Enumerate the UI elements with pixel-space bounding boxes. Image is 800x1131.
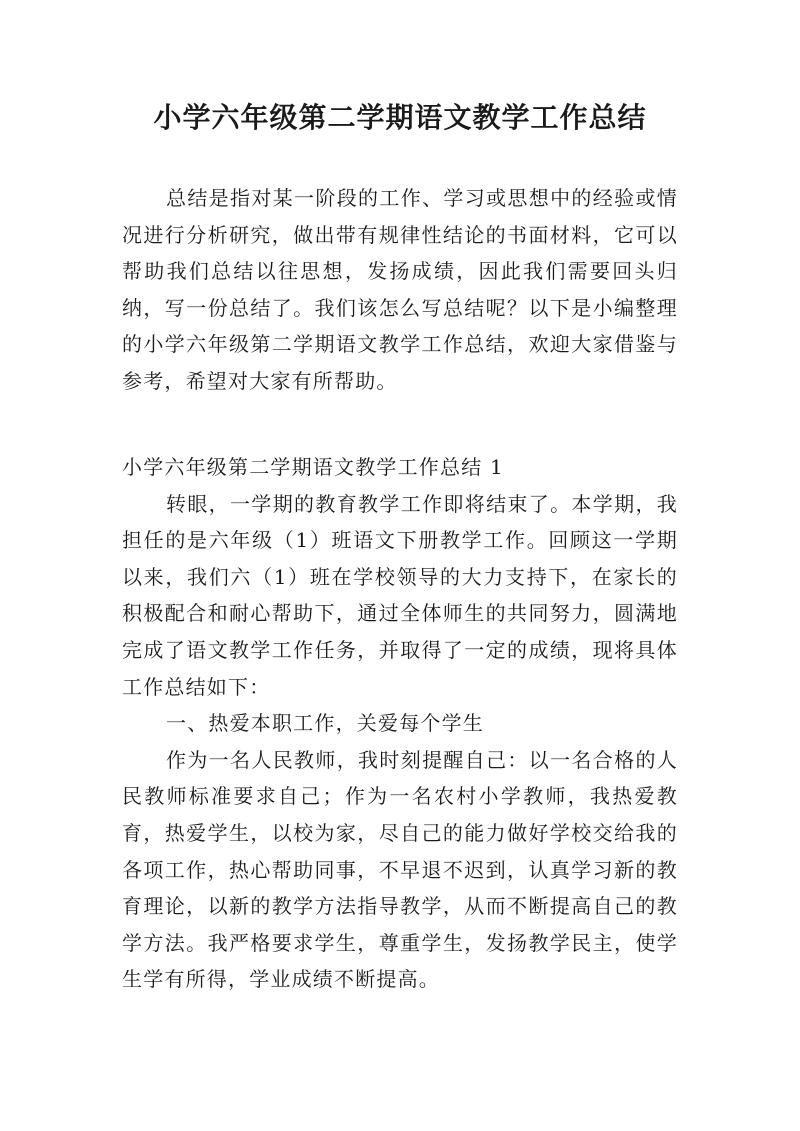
subheading: 一、热爱本职工作，关爱每个学生 xyxy=(166,711,484,736)
intro-block xyxy=(122,180,678,400)
body-paragraph: 转眼，一学期的教育教学工作即将结束了。本学期，我担任的是六年级（1）班语文下册教学工作。回顾这一学期以来，我们六（1）班在学校领导的大力支持下，在家长的积极配合和耐心帮助下，通过全体师生的共同努力，圆满地完成了语文教学工作任务，并取得了一定的成绩，现将具体工作总结如下： xyxy=(122,491,678,699)
section-title: 小学六年级第二学期语文教学工作总结 1 xyxy=(122,455,504,479)
body-paragraph: 作为一名人民教师，我时刻提醒自己：以一名合格的人民教师标准要求自己；作为一名农村小学教师，我热爱教育，热爱学生，以校为家，尽自己的能力做好学校交给我的各项工作，热心帮助同事，不早退不迟到，认真学习新的教育理论，以新的教学方法指导教学，从而不断提高自己的教学方法。我严格要求学生，尊重学生，发扬教学民主，使学生学有所得，学业成绩不断提高。 xyxy=(122,747,678,992)
document-title: 小学六年级第二学期语文教学工作总结 xyxy=(153,101,647,134)
intro-paragraph: 总结是指对某一阶段的工作、学习或思想中的经验或情况进行分析研究，做出带有规律性结论的书面材料，它可以帮助我们总结以往思想，发扬成绩，因此我们需要回头归纳，写一份总结了。我们该怎么写总结呢？以下是小编整理的小学六年级第二学期语文教学工作总结，欢迎大家借鉴与参考，希望对大家有所帮助。 xyxy=(122,186,678,393)
section-block xyxy=(122,449,678,998)
